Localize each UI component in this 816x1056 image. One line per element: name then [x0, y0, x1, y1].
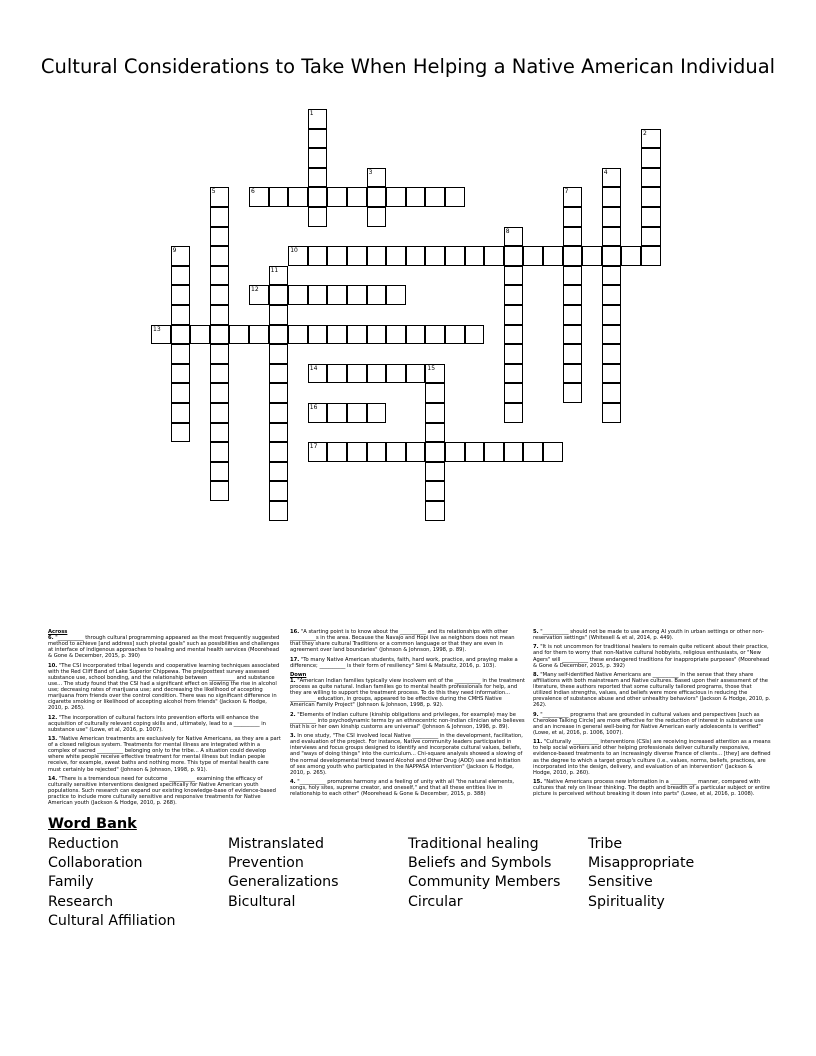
grid-cell[interactable] — [327, 442, 347, 462]
grid-cell[interactable] — [504, 266, 524, 286]
grid-cell[interactable] — [171, 285, 191, 305]
grid-cell[interactable] — [269, 423, 289, 443]
grid-cell[interactable] — [406, 442, 426, 462]
grid-cell[interactable] — [171, 266, 191, 286]
clue-down: 5. "__________ should not be made to use among AI youth in urban settings or other non-reservation settings" (Whitesell & et al, 2014, p. 449). — [533, 629, 764, 642]
grid-cell[interactable] — [269, 403, 289, 423]
grid-cell[interactable] — [210, 207, 230, 227]
clue-number: 14 — [309, 364, 318, 372]
down-heading: Down — [290, 671, 307, 678]
word-bank-item: Bicultural — [228, 893, 296, 910]
clue-down: 15. "Native Americans process new information in a __________ manner, compared with cultures that rely on linear thinking. The depth and breadth of a particular subject or entire picture is perceived without breaking it down into parts" (Lowe, et al, 2016, p. 1008). — [533, 779, 770, 798]
grid-cell[interactable] — [308, 187, 328, 207]
grid-cell[interactable] — [445, 325, 465, 345]
word-bank-column — [408, 835, 560, 912]
grid-cell[interactable] — [504, 246, 524, 266]
grid-cell[interactable] — [347, 246, 367, 266]
clue-down: 1. "American Indian families typically view incolvem ent of the __________ in the treatment process as quite natural. Indian families go to mental health professionals for help, and they are willing to support the treatment process. To do this they need information... __________ education, in groups, appeared to be effective during the CMHS Native American Family Project" (Johnson & Johnson, 1998, p. 92). — [290, 678, 525, 709]
grid-cell[interactable] — [308, 109, 328, 129]
grid-cell[interactable] — [210, 227, 230, 247]
clue-across: 17. "To many Native American students, faith, hard work, practice, and praying make a difference; __________ is their form of resiliency" Simi & Matsuitz, 2016, p. 103). — [290, 656, 518, 669]
grid-cell[interactable] — [484, 246, 504, 266]
grid-cell[interactable] — [641, 168, 661, 188]
grid-cell[interactable] — [347, 364, 367, 384]
grid-cell[interactable] — [249, 285, 269, 305]
grid-cell[interactable] — [288, 325, 308, 345]
grid-cell[interactable] — [327, 403, 347, 423]
grid-cell[interactable] — [406, 325, 426, 345]
grid-cell[interactable] — [327, 364, 347, 384]
word-bank-item: Research — [48, 893, 114, 910]
grid-cell[interactable] — [504, 285, 524, 305]
grid-cell[interactable] — [171, 364, 191, 384]
grid-cell[interactable] — [210, 364, 230, 384]
grid-cell[interactable] — [563, 383, 583, 403]
grid-cell[interactable] — [327, 325, 347, 345]
grid-cell[interactable] — [563, 325, 583, 345]
grid-cell[interactable] — [425, 364, 445, 384]
grid-cell[interactable] — [602, 266, 622, 286]
word-bank-item: Misappropriate — [588, 855, 695, 872]
grid-cell[interactable] — [386, 442, 406, 462]
clue-down: 4. "__________ promotes harmony and a feeling of unity with all "the natural elements, songs, holy sites, supreme creator, and oneself," and that all these entities live in relationship to each other" (Moorehead & Gone & December, 2015, p. 388) — [290, 779, 515, 798]
clue-across: 6. "__________ through cultural programming appeared as the most frequently suggested method to achieve [and address] such pivotal goals" such as possibilities and challenges at interface of indigenous approaches to healing and mental health services (Moorehead & Gone & December, 2015, p. 390) — [48, 635, 280, 660]
grid-cell[interactable] — [210, 403, 230, 423]
grid-cell[interactable] — [269, 285, 289, 305]
grid-cell[interactable] — [563, 305, 583, 325]
grid-cell[interactable] — [602, 344, 622, 364]
grid-cell[interactable] — [406, 187, 426, 207]
grid-cell[interactable] — [602, 325, 622, 345]
grid-cell[interactable] — [171, 403, 191, 423]
grid-cell[interactable] — [602, 285, 622, 305]
grid-cell[interactable] — [308, 168, 328, 188]
clue-number: 12 — [251, 286, 259, 294]
grid-cell[interactable] — [425, 325, 445, 345]
grid-cell[interactable] — [327, 246, 347, 266]
grid-cell[interactable] — [367, 325, 387, 345]
grid-cell[interactable] — [563, 285, 583, 305]
word-bank-item: Beliefs and Symbols — [408, 855, 552, 872]
across-heading: Across — [48, 629, 68, 635]
grid-cell[interactable] — [269, 305, 289, 325]
grid-cell[interactable] — [543, 442, 563, 462]
grid-cell[interactable] — [523, 442, 543, 462]
word-bank-item: Generalizations — [228, 874, 339, 891]
clue-column-3 — [533, 629, 771, 800]
clue-number: 4 — [603, 168, 608, 176]
grid-cell[interactable] — [425, 423, 445, 443]
grid-cell[interactable] — [210, 187, 230, 207]
grid-cell[interactable] — [367, 285, 387, 305]
word-bank-item: Cultural Affiliation — [48, 912, 176, 929]
grid-cell[interactable] — [425, 462, 445, 482]
clue-down: 8. "Many self-identified Native Americans are __________ in the sense that they share affiliations with both mainstream and Native cultures. Based upon their assessment of the literature, these authors reported that some culturally tailored programs, those that utilized Indian strengths, values, and beliefs were more efficacious in reducing the prevalence of substance abuse and other unhealthy behaviors" (Jackson & Hodge, 2010, p. 262). — [533, 671, 771, 709]
grid-cell[interactable] — [425, 403, 445, 423]
grid-cell[interactable] — [288, 246, 308, 266]
grid-cell[interactable] — [367, 442, 387, 462]
grid-cell[interactable] — [504, 305, 524, 325]
clue-down: 3. In one study, "The CSI involved local Native __________ in the development, facilitation, and evaluation of the project. For instance, Native community leaders participated in interviews and focus groups designed to identify and incorporate cultural values, beliefs, and "ways of doing things" into the curriculum... Chi-square analysis showed a slowing of the normal developmental trend toward Alcohol and Other Drug (AOD) use and initiation of sex among youth who participated in the NAPPASA intervention" (Jackson & Hodge, 2010, p. 265). — [290, 733, 523, 776]
grid-cell[interactable] — [249, 325, 269, 345]
grid-cell[interactable] — [504, 227, 524, 247]
word-bank-column — [48, 835, 176, 931]
page-title: Cultural Considerations to Take When Helping a Native American Individual — [40, 55, 776, 78]
grid-cell[interactable] — [210, 462, 230, 482]
grid-cell[interactable] — [327, 285, 347, 305]
grid-cell[interactable] — [210, 285, 230, 305]
grid-cell[interactable] — [190, 325, 210, 345]
grid-cell[interactable] — [171, 383, 191, 403]
grid-cell[interactable] — [425, 187, 445, 207]
clue-column-2 — [290, 629, 526, 800]
word-bank-column — [588, 835, 694, 912]
grid-cell[interactable] — [425, 246, 445, 266]
grid-cell[interactable] — [171, 305, 191, 325]
grid-cell[interactable] — [210, 305, 230, 325]
grid-cell[interactable] — [171, 246, 191, 266]
grid-cell[interactable] — [386, 364, 406, 384]
grid-cell[interactable] — [269, 187, 289, 207]
grid-cell[interactable] — [406, 364, 426, 384]
grid-cell[interactable] — [602, 207, 622, 227]
grid-cell[interactable] — [269, 383, 289, 403]
grid-cell[interactable] — [465, 442, 485, 462]
grid-cell[interactable] — [425, 481, 445, 501]
grid-cell[interactable] — [367, 187, 387, 207]
grid-cell[interactable] — [210, 246, 230, 266]
grid-cell[interactable] — [602, 383, 622, 403]
grid-cell[interactable] — [582, 246, 602, 266]
clue-number: 1 — [309, 110, 314, 117]
grid-cell[interactable] — [504, 442, 524, 462]
word-bank-column — [228, 835, 339, 912]
clue-down: 2. "Elements of Indian culture (kinship obligations and privileges, for example) may be __________ into psychodynamic terms by an ethnocentric non-Indian clinician who believes that his or her own kinship customs are universal" (Johnson & Johnson, 1998, p. 89). — [290, 711, 525, 730]
grid-cell[interactable] — [367, 403, 387, 423]
clue-down: 11. "Culturally __________ interventions (CSIs) are receiving increased attention as a means to help social workers and other helping professionals deliver culturally responsive, evidence-based treatments to an increasingly diverse France of clients... [they] are defined as the degree to which a target group's culture (i.e., values, norms, beliefs, practices, are incorporated into the design, delivery, and evaluation of an intervention" (Jackson & Hodge, 2010, p. 260). — [533, 739, 771, 776]
grid-cell[interactable] — [484, 442, 504, 462]
clue-across: 12. "The incorporation of cultural factors into prevention efforts will enhance the acquisition of culturally relevant coping skills and, ultimately, lead to a __________ in substance use" (Lowe, et al, 2016, p. 1007). — [48, 714, 266, 733]
grid-cell[interactable] — [445, 442, 465, 462]
grid-cell[interactable] — [210, 344, 230, 364]
grid-cell[interactable] — [563, 344, 583, 364]
grid-cell[interactable] — [367, 168, 387, 188]
word-bank-item: Reduction — [48, 836, 119, 852]
grid-cell[interactable] — [367, 246, 387, 266]
grid-cell[interactable] — [308, 325, 328, 345]
grid-cell[interactable] — [563, 207, 583, 227]
word-bank-item: Tribe — [588, 836, 623, 852]
grid-cell[interactable] — [563, 246, 583, 266]
grid-cell[interactable] — [308, 285, 328, 305]
clue-number: 13 — [153, 325, 161, 333]
grid-cell[interactable] — [347, 442, 367, 462]
grid-cell[interactable] — [465, 246, 485, 266]
grid-cell[interactable] — [308, 129, 328, 149]
grid-cell[interactable] — [602, 246, 622, 266]
grid-cell[interactable] — [210, 325, 230, 345]
grid-cell[interactable] — [249, 187, 269, 207]
grid-cell[interactable] — [504, 344, 524, 364]
grid-cell[interactable] — [347, 285, 367, 305]
clue-number: 3 — [368, 168, 373, 176]
grid-cell[interactable] — [171, 423, 191, 443]
clue-column-1 — [48, 629, 283, 809]
grid-cell[interactable] — [504, 325, 524, 345]
grid-cell[interactable] — [602, 227, 622, 247]
clue-across: 10. "The CSI incorporated tribal legends and cooperative learning techniques associated with the Red Cliff Band of Lake Superior Chippewa. The pre/posttest survey assessed substance use, school bonding, and the relationship between __________ and substance use... The study found that the CSI had a significant effect on slowing the rise in alcohol use; decreasing rates of marijuana use; and decreasing the likelihood of accepting marijuana from friends over the control condition. There was no significant difference in cigarette smoking or likelihood of accepting alcohol from friends" (Jackson & Hodge, 2010, p. 265). — [48, 662, 280, 712]
grid-cell[interactable] — [641, 207, 661, 227]
grid-cell[interactable] — [171, 325, 191, 345]
word-bank-item: Circular — [408, 893, 463, 910]
grid-cell[interactable] — [308, 403, 328, 423]
clue-number: 2 — [643, 129, 647, 137]
clue-number: 7 — [564, 188, 569, 196]
grid-cell[interactable] — [210, 481, 230, 501]
grid-cell[interactable] — [269, 325, 289, 345]
clue-across: 13. "Native American treatments are exclusively for Native Americans, as they are a part of a closed religious system. Treatments for mental illness are integrated within a complex of sacred __________ belonging only to the tribe... A situation could develop where white people receive effective treatment for mental illness but Indian people receive, for example, sweat baths and nothing more. This type of mental health care must certainly be rejected" (Johnson & Johnson, 1998, p. 91). — [48, 736, 281, 773]
word-bank-item: Prevention — [228, 855, 304, 872]
grid-cell[interactable] — [504, 364, 524, 384]
grid-cell[interactable] — [210, 423, 230, 443]
clue-number: 8 — [505, 227, 510, 235]
grid-cell[interactable] — [445, 187, 465, 207]
grid-cell[interactable] — [151, 325, 171, 345]
grid-cell[interactable] — [229, 325, 249, 345]
grid-cell[interactable] — [269, 266, 289, 286]
grid-cell[interactable] — [602, 305, 622, 325]
word-bank-title: Word Bank — [48, 816, 137, 832]
clue-across: 16. "A starting point is to know about the __________ and its relationships with other __________s in the area. Because the Navajo and Hopi live as neighbors does not mean that they share cultural Traditions or a common language or that they are even in agreement over land boundaries" (Johnson & Johnson, 1998, p. 89). — [290, 629, 515, 654]
clue-down: 9. "__________ programs that are grounded in cultural values and perspectives [such as Cherokee Talking Circle] are more effective for the reduction of interest in substance use and an increase in general well-being for Native American early adolescents is verified" (Lowe, et al, 2016, p. 1006, 1007). — [533, 711, 764, 736]
grid-cell[interactable] — [386, 187, 406, 207]
grid-cell[interactable] — [269, 501, 289, 521]
clue-number: 17 — [309, 443, 318, 451]
clue-number: 6 — [251, 188, 255, 196]
grid-cell[interactable] — [386, 246, 406, 266]
grid-cell[interactable] — [523, 246, 543, 266]
grid-cell[interactable] — [308, 207, 328, 227]
grid-cell[interactable] — [602, 364, 622, 384]
grid-cell[interactable] — [269, 481, 289, 501]
grid-cell[interactable] — [288, 187, 308, 207]
grid-cell[interactable] — [347, 325, 367, 345]
grid-cell[interactable] — [347, 187, 367, 207]
grid-cell[interactable] — [308, 246, 328, 266]
word-bank-item: Collaboration — [48, 855, 143, 872]
word-bank-item: Sensitive — [588, 874, 653, 891]
grid-cell[interactable] — [641, 129, 661, 149]
word-bank-item: Spirituality — [588, 893, 665, 910]
word-bank-item: Community Members — [408, 874, 561, 891]
clue-number: 10 — [290, 247, 298, 255]
grid-cell[interactable] — [563, 266, 583, 286]
grid-cell[interactable] — [269, 344, 289, 364]
word-bank-item: Family — [48, 874, 94, 891]
grid-cell[interactable] — [621, 246, 641, 266]
clue-number: 9 — [172, 247, 177, 255]
word-bank-item: Traditional healing — [408, 836, 539, 852]
grid-cell[interactable] — [210, 383, 230, 403]
grid-cell[interactable] — [327, 187, 347, 207]
grid-cell[interactable] — [543, 246, 563, 266]
grid-cell[interactable] — [641, 246, 661, 266]
clue-across: 14. "There is a tremendous need for outcome __________ examining the efficacy of culturally sensitive interventions designed specifically for Native American youth populations. Such research can expand our existing knowledge-base of evidence-based practice to include more culturally sensitive and responsive treatments for Native American youth (Jackson & Hodge, 2010, p. 268). — [48, 775, 276, 807]
grid-cell[interactable] — [386, 285, 406, 305]
grid-cell[interactable] — [425, 501, 445, 521]
grid-cell[interactable] — [445, 246, 465, 266]
grid-cell[interactable] — [367, 207, 387, 227]
grid-cell[interactable] — [210, 266, 230, 286]
grid-cell[interactable] — [367, 364, 387, 384]
grid-cell[interactable] — [308, 442, 328, 462]
grid-cell[interactable] — [308, 148, 328, 168]
grid-cell[interactable] — [210, 442, 230, 462]
clue-number: 15 — [427, 364, 436, 372]
grid-cell[interactable] — [308, 364, 328, 384]
grid-cell[interactable] — [504, 403, 524, 423]
grid-cell[interactable] — [269, 462, 289, 482]
grid-cell[interactable] — [563, 227, 583, 247]
clue-number: 5 — [211, 188, 216, 196]
grid-cell[interactable] — [386, 325, 406, 345]
grid-cell[interactable] — [425, 383, 445, 403]
grid-cell[interactable] — [641, 227, 661, 247]
clue-number: 16 — [309, 404, 318, 411]
grid-cell[interactable] — [406, 246, 426, 266]
grid-cell[interactable] — [347, 403, 367, 423]
grid-cell[interactable] — [465, 325, 485, 345]
grid-cell[interactable] — [171, 344, 191, 364]
grid-cell[interactable] — [425, 442, 445, 462]
grid-cell[interactable] — [563, 187, 583, 207]
grid-cell[interactable] — [504, 383, 524, 403]
grid-cell[interactable] — [563, 364, 583, 384]
grid-cell[interactable] — [269, 364, 289, 384]
clue-down: 7. "It is not uncommon for traditional healers to remain quite reticent about their practice, and for them to worry that non-Native cultural hobbyists, religious enthusiasts, or "New Agers" will __________ these endangered traditions for inappropriate purposes" (Moorehead & Gone & December, 2015, p. 392) — [533, 644, 770, 669]
grid-cell[interactable] — [288, 285, 308, 305]
word-bank-item: Mistranslated — [228, 836, 324, 852]
grid-cell[interactable] — [641, 187, 661, 207]
grid-cell[interactable] — [269, 442, 289, 462]
clue-number: 11 — [270, 266, 279, 274]
grid-cell[interactable] — [602, 403, 622, 423]
grid-cell[interactable] — [641, 148, 661, 168]
grid-cell[interactable] — [602, 187, 622, 207]
grid-cell[interactable] — [602, 168, 622, 188]
